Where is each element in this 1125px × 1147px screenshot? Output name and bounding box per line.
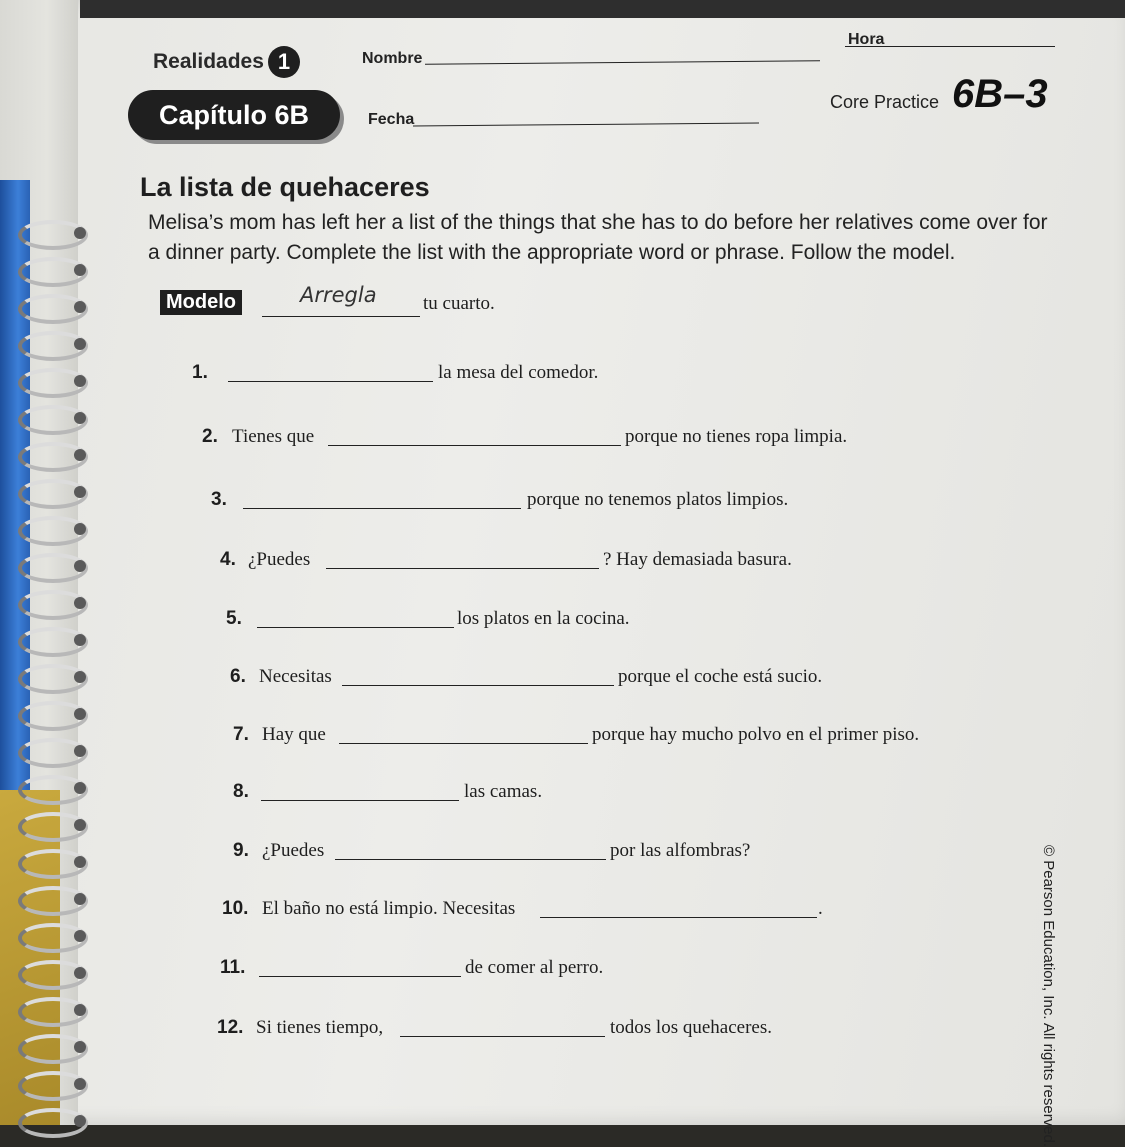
punch-hole [74,375,86,387]
exercise-prompt-start: Necesitas [259,666,332,687]
answer-blank[interactable] [328,445,621,446]
level-badge: 1 [268,46,300,78]
punch-hole [74,1078,86,1090]
punch-hole [74,449,86,461]
punch-hole [74,338,86,350]
hora-field[interactable] [845,46,1055,47]
model-sentence-end: tu cuarto. [423,293,495,314]
exercise-number: 4. [220,549,236,570]
punch-hole [74,856,86,868]
exercise-prompt-end: los platos en la cocina. [457,608,630,629]
answer-blank[interactable] [257,627,454,628]
punch-hole [74,745,86,757]
punch-hole [74,1115,86,1127]
answer-blank[interactable] [326,568,599,569]
punch-hole [74,227,86,239]
punch-hole [74,301,86,313]
exercise-prompt-end: porque no tenemos platos limpios. [527,489,789,510]
punch-hole [74,1004,86,1016]
exercise-number: 10. [222,898,249,919]
answer-blank[interactable] [540,917,817,918]
punch-hole [74,967,86,979]
exercise-prompt-start: ¿Puedes [248,549,311,570]
punch-hole [74,819,86,831]
punch-hole [74,523,86,535]
answer-blank[interactable] [335,859,606,860]
exercise-prompt-end: porque no tienes ropa limpia. [625,426,848,447]
copyright-notice: © Pearson Education, Inc. All rights reserved. [1040,845,1057,1147]
punch-hole [74,634,86,646]
copyright-notice-container [1040,845,1060,1147]
exercise-number: 2. [202,426,218,447]
punch-hole [74,671,86,683]
exercise-number: 6. [230,666,246,687]
series-title: Realidades [153,50,264,73]
core-practice-label: Core Practice [830,92,940,112]
exercise-number: 9. [233,840,249,861]
exercise-prompt-start: Si tienes tiempo, [256,1017,384,1038]
model-answer-handwriting: Arregla [300,283,377,307]
exercise-prompt-end: . [818,898,823,919]
exercise-prompt-end: las camas. [464,781,543,802]
exercise-prompt-end: la mesa del comedor. [438,362,599,383]
nombre-label: Nombre [362,50,423,67]
exercise-number: 12. [217,1017,244,1038]
exercise-prompt-end: porque el coche está sucio. [618,666,823,687]
exercise-prompt-end: de comer al perro. [465,957,604,978]
punch-hole [74,412,86,424]
punch-hole [74,708,86,720]
activity-instructions: Melisa’s mom has left her a list of the things that she has to do before her relatives come over for a dinner party. Complete the list with the appropriate word or phrase. Follow the model. [148,211,1048,264]
answer-blank[interactable] [342,685,614,686]
punch-hole [74,597,86,609]
punch-hole [74,486,86,498]
exercise-prompt-end: ? Hay demasiada basura. [603,549,792,570]
model-label: Modelo [160,290,242,315]
punch-hole [74,893,86,905]
exercise-number: 3. [211,489,227,510]
exercise-prompt-start: Hay que [262,724,326,745]
exercise-number: 7. [233,724,249,745]
exercise-number: 8. [233,781,249,802]
exercise-number: 1. [192,362,208,383]
answer-blank[interactable] [400,1036,605,1037]
exercise-prompt-end: porque hay mucho polvo en el primer piso. [592,724,920,745]
punch-hole [74,1041,86,1053]
exercise-prompt-end: por las alfombras? [610,840,751,861]
punch-hole [74,930,86,942]
activity-code: 6B–3 [952,72,1048,116]
answer-blank[interactable] [243,508,521,509]
answer-blank[interactable] [261,800,459,801]
chapter-badge: Capítulo 6B [128,90,340,140]
exercise-prompt-start: ¿Puedes [262,840,325,861]
hora-label: Hora [848,31,885,48]
page-top-edge [80,0,1125,18]
fecha-label: Fecha [368,111,415,128]
activity-title: La lista de quehaceres [140,172,430,202]
exercise-prompt-end: todos los quehaceres. [610,1017,772,1038]
exercise-number: 5. [226,608,242,629]
punch-hole [74,782,86,794]
exercise-prompt-start: El baño no está limpio. Necesitas [262,898,516,919]
punch-hole [74,264,86,276]
answer-blank[interactable] [228,381,433,382]
answer-blank[interactable] [259,976,461,977]
model-blank [262,316,420,317]
answer-blank[interactable] [339,743,588,744]
punch-hole [74,560,86,572]
exercise-prompt-start: Tienes que [232,426,315,447]
exercise-number: 11. [220,957,246,978]
